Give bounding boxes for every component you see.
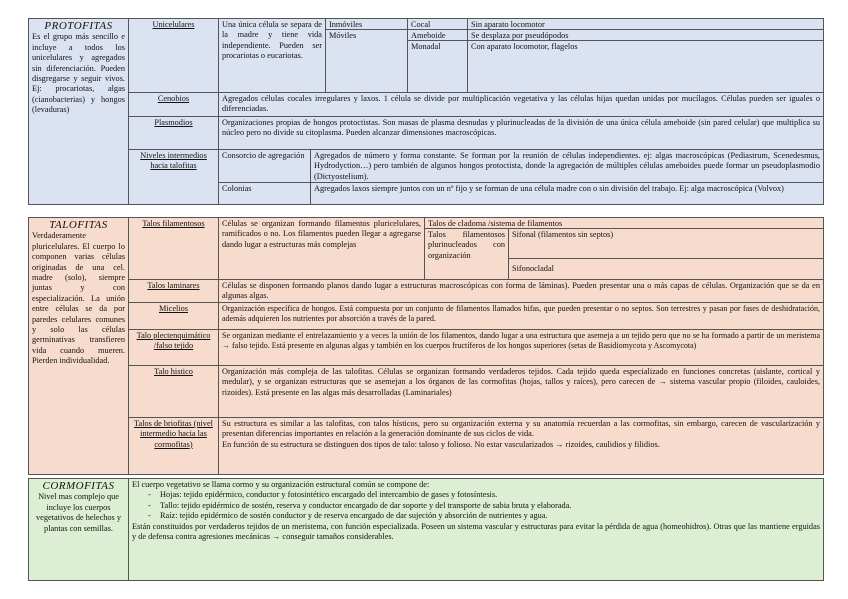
talofitas-desc: Verdaderamente pluricelulares. El cuerpo lo componen varias células originadas de una cel. madre (solo), siempre juntas y con especialización. La unión entre células se da por paredes celulares comunes y solo las células germinativas transfieren vida cuando mueren. Pierden individualidad. (32, 231, 125, 366)
cormofitas-label-cell (29, 479, 129, 580)
sifonal-label: Sifonal (filamentos sin septos) (509, 229, 823, 259)
histico-desc: Organización más compleja de las talofitas. Células se organizan formando verdaderos tejidos. Cada tejido queda especializado en funciones concretas (aislante, cortical y medular), y se organizan estructuras que se asemejan a los órganos de las cormofitas (hojas, tallos y raíces), pero carecen de → sistema vascular propio (filoides, cauloides, rizoides). Está presente en las algas más desarrolladas (Laminariales) (219, 366, 823, 418)
type-name: Cocal (408, 19, 468, 30)
sifonocladal-label: Sifonocladal (509, 259, 823, 280)
filamentosos-label: Talos filamentosos (129, 218, 219, 280)
inmoviles-label: Inmóviles (326, 19, 408, 30)
colonias-label: Colonias (219, 183, 311, 204)
moviles-label: Móviles (326, 30, 408, 93)
cormofitas-section (28, 478, 824, 581)
type-name: Ameboide (408, 30, 468, 41)
cormo-item-tallo: - Tallo: tejido epidérmico de sostén, reserva y conductor encargado de dar soporte y del transporte de sabia bruta y elaborada. (160, 501, 820, 511)
filamentosos-desc: Células se organizan formando filamentos pluricelulares, ramificados o no. Los filamentos pueden llegar a agregarse dando lugar a estructuras más complejas (219, 218, 425, 280)
laminares-label: Talos laminares (129, 280, 219, 303)
plasmodios-label: Plasmodios (129, 117, 219, 150)
talofitas-section (28, 217, 824, 475)
micelios-label: Micelios (129, 303, 219, 330)
consorcio-desc: Agregados de número y forma constante. Se forman por la reunión de células independientes. ej: algas macroscópicas (Pediastrum, Scenedesmus, Hydrodyction…) pero también de algunos hongos protoctista, donde la agregación de múltiples células ameboides puede formar un pseudoplasmodio (Dictyostelium). (311, 150, 823, 183)
histico-label: Talo histico (129, 366, 219, 418)
briofitas-desc-cell (219, 418, 823, 474)
laminares-desc: Células se disponen formando planos dando lugar a estructuras macroscópicas con forma de láminas). Pueden presentar una o más capas de células. Organización que se da en algunas algas. (219, 280, 823, 303)
cormo-list (132, 490, 820, 521)
cormofitas-intro: El cuerpo vegetativo se llama cormo y su organización estructural común se compone de: (132, 480, 430, 489)
plecten-desc: Se organizan mediante el entrelazamiento y a veces la unión de los filamentos, dando lugar a una estructura que asemeja a un tejido pero que no se ha formado a partir de un meristema → falso tejido. Está presente en algunas algas y también en los cuerpos fructíferos de los hongos superiores (setas de Basidiomycota y Ascomycota) (219, 330, 823, 366)
cormofitas-outro: Están constituidos por verdaderos tejidos de un meristema, con función especializada. Poseen un sistema vascular y estructuras para evitar la pérdida de agua (homeohidros). Otras que las mantiene erguidas y de defensa contra agresiones mecánicas → conseguir tamaños considerables. (132, 521, 820, 542)
plasmodios-desc: Organizaciones propias de hongos protoctistas. Son masas de plasma desnudas y plurinucleadas de la división de una única célula ameboide (sin pared celular) que multiplica su núcleo pero no divide su citoplasma. Pueden alcanzar dimensiones macroscópicas. (219, 117, 823, 150)
talofitas-label-cell (29, 218, 129, 474)
protofitas-section (28, 18, 824, 205)
plurinucleados-label: Talos filamentosos plurinucleados con organización (425, 229, 509, 280)
unicelulares-desc: Una única célula se separa de la madre y tiene vida independiente. Pueden ser procariotas o eucariotas. (219, 19, 326, 93)
type-desc: Se desplaza por pseudópodos (468, 30, 823, 41)
cladoma-header: Talos de cladoma /sistema de filamentos (425, 218, 823, 229)
type-desc: Con aparato locomotor, flagelos (468, 41, 823, 93)
cormofitas-body (129, 479, 823, 580)
protofitas-title: PROTOFITAS (44, 20, 113, 32)
cormo-item-raiz: - Raíz: tejido epidérmico de sostén conductor y de reserva encargado de dar sujeción y absorción de nutrientes y agua. (160, 511, 820, 521)
consorcio-label: Consorcio de agregación (219, 150, 311, 183)
micelios-desc: Organización específica de hongos. Está compuesta por un conjunto de filamentos llamados hifas, que pueden presentar o no septos. Son terrestres y pasan por fases de deshidratación, además adquieren los nutrientes por absorción a través de la pared. (219, 303, 823, 330)
cormo-item-hojas: - Hojas: tejido epidérmico, conductor y fotosintético encargado del intercambio de gases y fotosíntesis. (160, 490, 820, 500)
briofitas-desc-2: En función de su estructura se distinguen dos tipos de talo: taloso y folioso. No estar vascularizados → rizoides, caulidios y filidios. (222, 439, 660, 449)
cormofitas-title: CORMOFITAS (42, 480, 115, 492)
briofitas-label: Talos de briofitas (nivel intermedio hacia las cormofitas) (129, 418, 219, 474)
protofitas-label-cell (29, 19, 129, 204)
cenobios-desc: Agregados células cocales irregulares y laxos. 1 célula se divide por multiplicación vegetativa y las células hijas quedan unidas por mucílagos. Células pueden ser iguales o diferenciadas. (219, 93, 823, 117)
talofitas-title: TALOFITAS (49, 219, 108, 231)
briofitas-desc-1: Su estructura es similar a las talofitas, con talos hísticos, pero su organización externa y su anatomía recuerdan a las cormofitas, sin embargo, carecen de vascularización y presentan diferencias importantes en relación a la generación dominante de sus ciclos de vida. (222, 419, 820, 439)
protofitas-desc: Es el grupo más sencillo e incluye a todos los unicelulares y agregados sin diferenciación. Pueden disgregarse y seguir vivos. Ej: procariotas, algas (cianobacterias) y hongos (levaduras) (32, 32, 125, 115)
type-desc: Sin aparato locomotor (468, 19, 823, 30)
cormofitas-desc: Nivel mas complejo que incluye los cuerpos vegetativos de helechos y plantas con semillas. (35, 492, 121, 533)
plecten-label: Talo plectenquimático /falso tejido (129, 330, 219, 366)
type-name: Monadal (408, 41, 468, 93)
unicelulares-label: Unicelulares (129, 19, 219, 93)
colonias-desc: Agregados laxos siempre juntos con un nº fijo y se forman de una célula madre con o sin división del trabajo. Ej: alga macroscópica (Volvox) (314, 184, 784, 193)
cenobios-label: Cenobios (129, 93, 219, 117)
niveles-label: Niveles intermedios hacia talofitas (129, 150, 219, 204)
